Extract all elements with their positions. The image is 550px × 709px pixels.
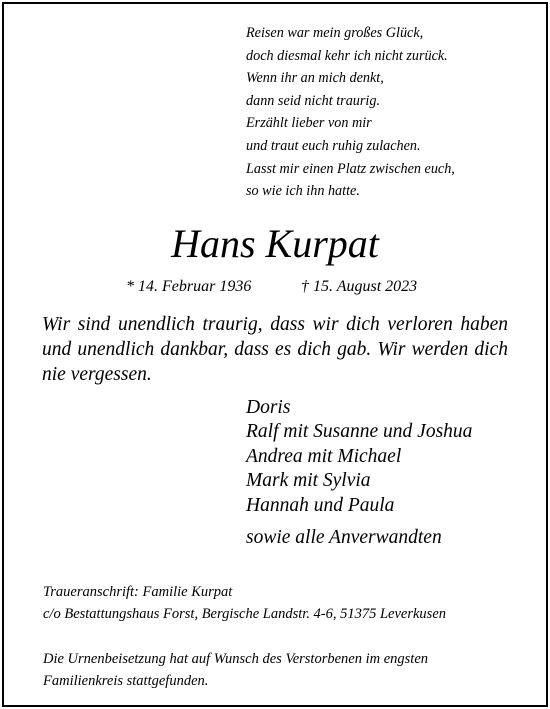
death-date: † 15. August 2023: [301, 278, 418, 295]
poem-line: dann seid nicht traurig.: [246, 92, 380, 109]
burial-notice: [43, 649, 513, 692]
address-line: c/o Bestattungshaus Forst, Bergische Landstr. 4-6, 51375 Leverkusen: [43, 605, 447, 622]
mourner-name: Doris: [246, 397, 291, 418]
poem-line: Lasst mir einen Platz zwischen euch,: [246, 160, 455, 177]
mourners-list: [246, 396, 472, 518]
address-line: Traueranschrift: Familie Kurpat: [43, 584, 233, 600]
mourner-name: Mark mit Sylvia: [246, 470, 371, 492]
poem-line: doch diesmal kehr ich nicht zurück.: [246, 47, 448, 64]
mourning-message: Wir sind unendlich traurig, dass wir dich verloren haben und unendlich dankbar, dass es dich gab. Wir werden dich nie vergessen.: [42, 314, 508, 385]
birth-date: * 14. Februar 1936: [126, 278, 252, 295]
mourner-name: Ralf mit Susanne und Joshua: [246, 421, 473, 443]
deceased-name: Hans Kurpat: [171, 221, 379, 266]
notice-line: Die Urnenbeisetzung hat auf Wunsch des Verstorbenen im engsten: [43, 651, 429, 667]
mourner-name: Andrea mit Michael: [246, 445, 402, 467]
mourner-name: Hannah und Paula: [246, 494, 395, 516]
poem-line: Reisen war mein großes Glück,: [246, 25, 424, 41]
poem-line: und traut euch ruhig zulachen.: [246, 137, 421, 154]
poem-line: Wenn ihr an mich denkt,: [246, 70, 384, 87]
mourning-address: [43, 582, 446, 625]
relatives-line: sowie alle Anverwandten: [246, 527, 442, 548]
poem-line: so wie ich ihn hatte.: [246, 183, 360, 200]
poem: [246, 22, 455, 203]
notice-line: Familienkreis stattgefunden.: [43, 672, 209, 689]
poem-line: Erzählt lieber von mir: [246, 115, 372, 132]
